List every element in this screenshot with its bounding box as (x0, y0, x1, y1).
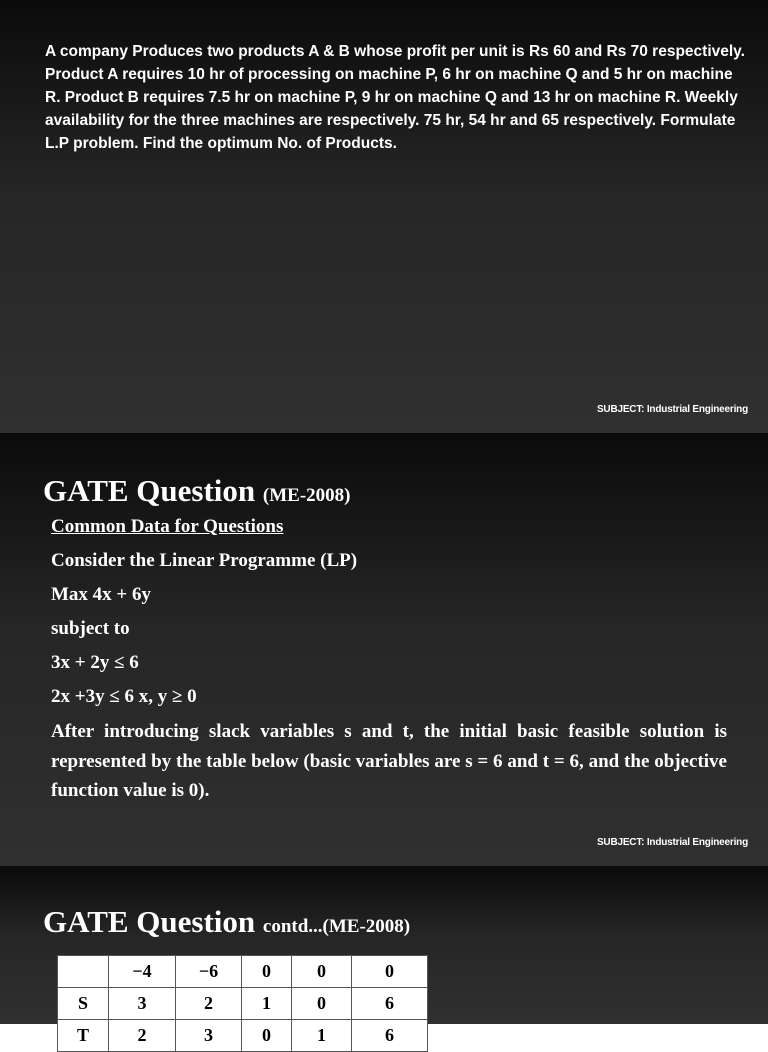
table-cell (58, 956, 109, 988)
subject-footer: SUBJECT: Industrial Engineering (596, 404, 748, 415)
slide-gate-question-contd (0, 866, 768, 1045)
common-data-heading: Common Data for Questions (51, 516, 284, 537)
subject-footer: SUBJECT: Industrial Engineering (596, 837, 748, 848)
table-cell: S (58, 988, 109, 1020)
simplex-table (57, 955, 428, 1052)
slide-gate-question (0, 433, 768, 866)
constraint-2: 2x +3y ≤ 6 x, y ≥ 0 (51, 686, 197, 707)
title-subtitle: contd...(ME-2008) (262, 916, 411, 937)
table-cell: 1 (292, 1020, 352, 1052)
table-cell: 2 (176, 988, 242, 1020)
table-row (58, 988, 428, 1020)
title-main: GATE Question (43, 473, 256, 508)
table-cell: 6 (352, 1020, 428, 1052)
table-row (58, 956, 428, 988)
table-cell: −4 (109, 956, 176, 988)
slide-title (43, 902, 410, 947)
consider-line: Consider the Linear Programme (LP) (51, 550, 358, 571)
objective-line: Max 4x + 6y (51, 584, 152, 605)
slack-paragraph: After introducing slack variables s and t, the initial basic feasible solution is represented by the table below (basic variables are s = 6 and t = 6, and the objective function value is 0). (51, 721, 727, 801)
title-main: GATE Question (43, 904, 256, 939)
problem-statement: A company Produces two products A & B whose profit per unit is Rs 60 and Rs 70 respectively. Product A requires 10 hr of processing on machine P, 6 hr on machine Q and 5 hr on machine R. Product B requires 7.5 hr on machine P, 9 hr on machine Q and 13 hr on machine R. Weekly availability for the three machines are respectively. 75 hr, 54 hr and 65 respectively. Formulate L.P problem. Find the optimum No. of Products. (45, 43, 745, 152)
table-cell: 0 (242, 956, 292, 988)
title-subtitle: (ME-2008) (262, 485, 351, 506)
table-cell: 2 (109, 1020, 176, 1052)
table-cell: 6 (352, 988, 428, 1020)
slide-problem (0, 0, 768, 433)
table-cell: 1 (242, 988, 292, 1020)
subject-to-line: subject to (51, 618, 130, 639)
table-cell: 0 (242, 1020, 292, 1052)
constraint-1: 3x + 2y ≤ 6 (51, 652, 139, 673)
table-row (58, 1020, 428, 1052)
table-cell: −6 (176, 956, 242, 988)
question-content (51, 513, 727, 806)
table-cell: 0 (352, 956, 428, 988)
table-cell: 0 (292, 988, 352, 1020)
table-cell: T (58, 1020, 109, 1052)
table-cell: 0 (292, 956, 352, 988)
table-cell: 3 (109, 988, 176, 1020)
table-cell: 3 (176, 1020, 242, 1052)
slide-title (43, 471, 351, 516)
